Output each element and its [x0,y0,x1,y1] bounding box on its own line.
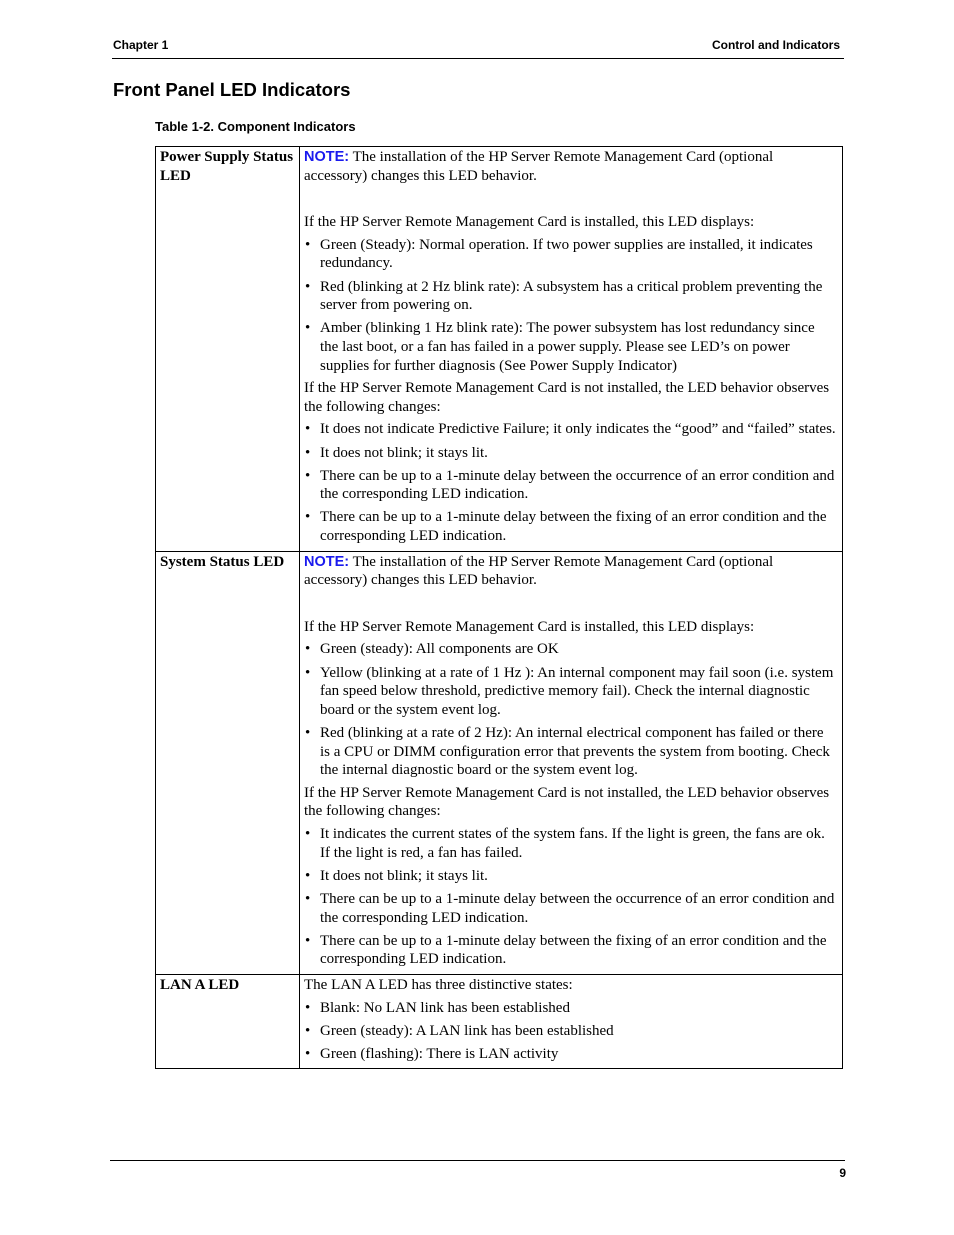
not-installed-intro: If the HP Server Remote Management Card is not installed, the LED behavior observes the following changes: [304,784,830,820]
table-row [156,974,843,1069]
note-label: NOTE: [304,149,350,165]
list-item: • Amber (blinking 1 Hz blink rate): The power subsystem has lost redundancy since the last boot, or a fan has failed in a power supply. Please see LED’s on power supplies for further diagnosis (See Power Supply Indicator) [304,319,836,375]
list-item: • Green (flashing): There is LAN activity [304,1045,836,1064]
list-item: • Red (blinking at a rate of 2 Hz): An internal electrical component has failed or there is a CPU or DIMM configuration error that prevents the system from booting. Check the internal diagnostic board or the system event log. [304,724,836,780]
list-item: • It does not indicate Predictive Failure; it only indicates the “good” and “failed” states. [304,420,836,439]
installed-list [304,236,836,375]
not-installed-list [304,420,836,545]
note-text: The installation of the HP Server Remote Management Card (optional accessory) changes this LED behavior. [304,149,774,184]
page-number: 9 [839,1166,846,1180]
list-item: • There can be up to a 1-minute delay between the fixing of an error condition and the corresponding LED indication. [304,508,836,545]
header-rule [112,58,844,59]
row-description-cell [300,974,843,1069]
list-item: • Green (steady): All components are OK [304,640,836,659]
installed-intro: If the HP Server Remote Management Card is installed, this LED displays: [304,214,755,231]
chapter-title: Control and Indicators [711,38,840,52]
note-label: NOTE: [304,553,350,570]
footer-rule [110,1160,845,1161]
row-label: LAN A LED [160,976,240,993]
not-installed-intro: If the HP Server Remote Management Card is not installed, the LED behavior observes the following changes: [304,380,830,415]
installed-intro: If the HP Server Remote Management Card is installed, this LED displays: [304,618,755,635]
list-item: • It does not blink; it stays lit. [304,867,836,886]
installed-list [304,640,836,779]
not-installed-list [304,825,836,969]
lan-states-list [304,999,836,1064]
table-row [156,551,843,974]
note-paragraph [304,148,836,185]
list-item: • Green (steady): A LAN link has been established [304,1022,836,1041]
note-paragraph [304,553,836,590]
list-item: • Green (Steady): Normal operation. If two power supplies are installed, it indicates redundancy. [304,236,836,273]
chapter-label: Chapter 1 [113,38,169,52]
list-item: • Red (blinking at 2 Hz blink rate): A subsystem has a critical problem preventing the server from powering on. [304,278,836,315]
lan-intro: The LAN A LED has three distinctive states: [304,976,573,993]
row-label-cell [156,147,300,552]
row-description-cell [300,551,843,974]
table-row [156,147,843,552]
note-text: The installation of the HP Server Remote Management Card (optional accessory) changes this LED behavior. [304,553,774,589]
row-label-cell [156,551,300,974]
list-item: • It does not blink; it stays lit. [304,444,836,463]
list-item: • There can be up to a 1-minute delay between the fixing of an error condition and the corresponding LED indication. [304,932,836,969]
list-item: • There can be up to a 1-minute delay between the occurrence of an error condition and the corresponding LED indication. [304,890,836,927]
component-indicators-table [155,146,843,1069]
list-item: • There can be up to a 1-minute delay between the occurrence of an error condition and the corresponding LED indication. [304,467,836,504]
row-description-cell [300,147,843,552]
section-title: Front Panel LED Indicators [113,79,351,100]
table-caption: Table 1-2. Component Indicators [155,119,356,134]
list-item: • Blank: No LAN link has been established [304,999,836,1018]
list-item: • Yellow (blinking at a rate of 1 Hz ): An internal component may fail soon (i.e. system fan speed below threshold, predictive memory fail). Check the internal diagnostic board or the system event log. [304,664,836,720]
running-header [112,38,842,58]
list-item: • It indicates the current states of the system fans. If the light is green, the fans are ok. If the light is red, a fan has failed. [304,825,836,862]
row-label-cell [156,974,300,1069]
row-label: System Status LED [160,553,285,570]
row-label: Power Supply Status LED [160,149,294,184]
